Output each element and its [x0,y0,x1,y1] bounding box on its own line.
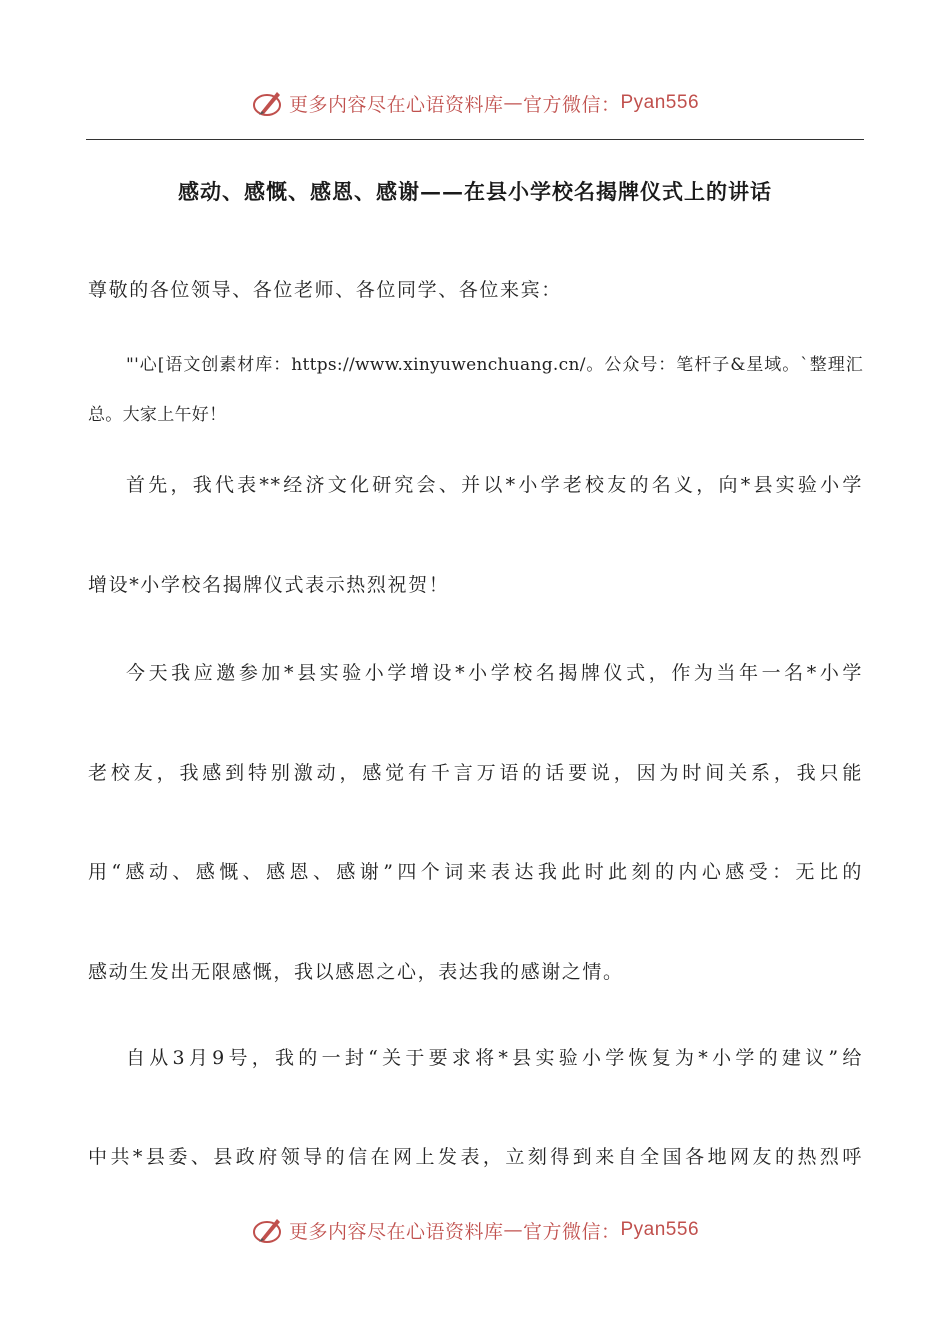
body-line: 老校友，我感到特别激动，感觉有千言万语的话要说，因为时间关系，我只能 [88,762,863,784]
document-title: 感动、感慨、感恩、感谢——在县小学校名揭牌仪式上的讲话 [178,179,772,204]
body-line: "'心[语文创素材库：https://www.xinyuwenchuang.cn/。公众号：笔杆子&星域。`整理汇 [126,355,863,375]
body-line: 中共*县委、县政府领导的信在网上发表，立刻得到来自全国各地网友的热烈呼 [88,1146,863,1168]
footer-watermark [0,1210,950,1250]
body-line: 总。大家上午好！ [88,405,227,425]
header-watermark [0,83,950,123]
body-line: 用“感动、感慨、感恩、感谢”四个词来表达我此时此刻的内心感受：无比的 [88,861,863,883]
salutation: 尊敬的各位领导、各位老师、各位同学、各位来宾： [88,279,562,301]
watermark-wechat-id: Pyan556 [620,1219,700,1240]
body-line: 增设*小学校名揭牌仪式表示热烈祝贺！ [88,574,450,596]
body-line: 自从3月9号，我的一封“关于要求将*县实验小学恢复为*小学的建议”给 [126,1047,863,1069]
watermark-dash: — [503,92,523,114]
watermark-wechat-id: Pyan556 [620,92,700,113]
body-line: 今天我应邀参加*县实验小学增设*小学校名揭牌仪式，作为当年一名*小学 [126,662,863,684]
header-divider [86,139,864,140]
quill-logo-icon [251,86,285,120]
watermark-wechat-label: 官方微信： [522,1220,621,1243]
body-line: 感动生发出无限感慨，我以感恩之心，表达我的感谢之情。 [88,961,624,983]
watermark-dash: — [503,1219,523,1241]
quill-logo-icon [251,1213,285,1247]
body-line: 首先，我代表**经济文化研究会、并以*小学老校友的名义，向*县实验小学 [126,474,863,496]
watermark-site-text: 更多内容尽在心语资料库 [288,93,504,116]
watermark-wechat-label: 官方微信： [522,93,621,116]
watermark-site-text: 更多内容尽在心语资料库 [288,1220,504,1243]
